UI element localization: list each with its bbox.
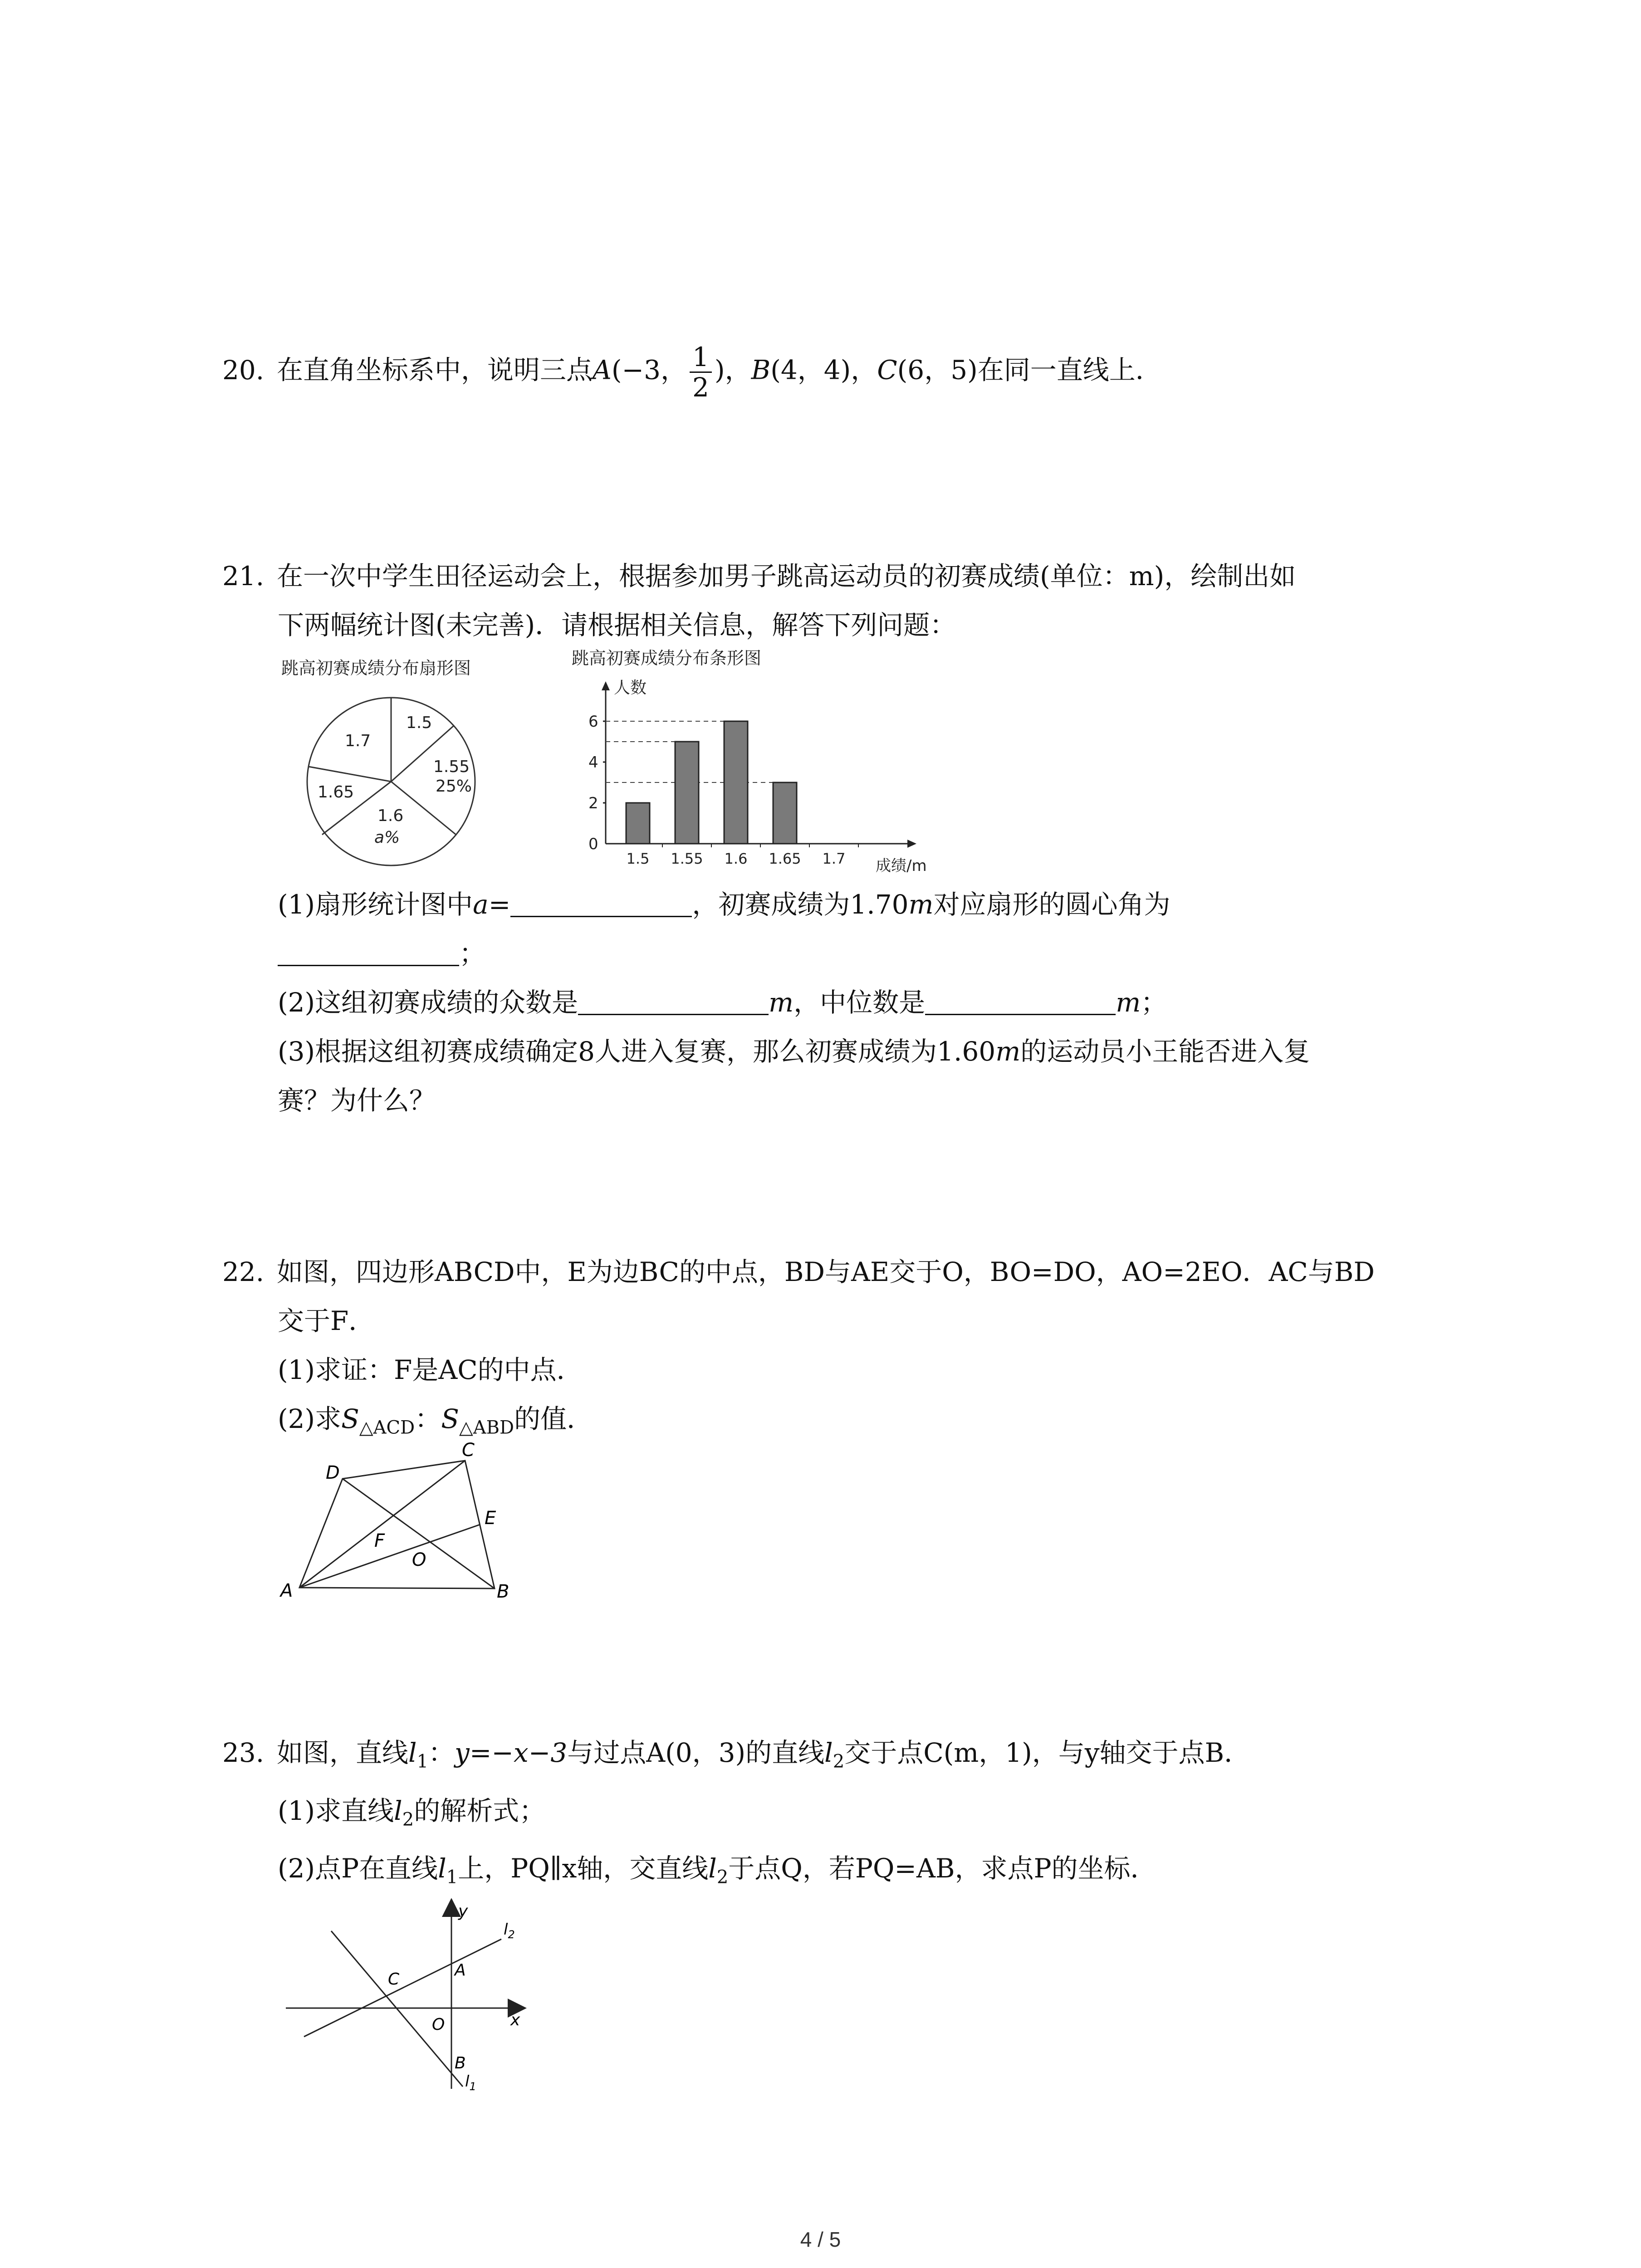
label-c: C	[388, 1970, 400, 1989]
q23-text2: 与过点A(0，3)的直线	[567, 1737, 825, 1768]
equals: =	[488, 889, 511, 920]
quadrilateral-figure	[272, 1438, 526, 1601]
label-d: D	[326, 1462, 340, 1483]
line-l2	[304, 1939, 501, 2037]
point-b: B	[751, 354, 771, 386]
x-tick-label: 1.5	[626, 850, 650, 867]
unit-m: m	[908, 889, 934, 920]
label-a: A	[280, 1580, 293, 1601]
q22-part2: (2)求	[278, 1403, 342, 1434]
q21-part2-text: ，中位数是	[794, 987, 926, 1018]
bar-1.55	[675, 742, 699, 844]
punct: ；	[1141, 987, 1167, 1018]
label-f: F	[374, 1530, 385, 1551]
y-tick-label: 6	[588, 713, 598, 731]
l1-letter: l	[465, 2072, 470, 2091]
subscript: 2	[833, 1751, 845, 1772]
q20-text: 在直角坐标系中，说明三点	[277, 354, 593, 386]
pie-chart-title: 跳高初赛成绩分布扇形图	[281, 658, 471, 678]
pie-slice-value: a%	[374, 828, 400, 847]
question-21-parts	[222, 880, 1470, 1125]
answer-blank-median[interactable]	[925, 987, 1116, 1015]
question-number: 21.	[222, 561, 265, 591]
label-origin: O	[432, 2015, 445, 2034]
line-symbol: l	[824, 1737, 833, 1768]
label-e: E	[485, 1508, 496, 1529]
q22-part1: (1)求证：F是AC的中点．	[278, 1354, 583, 1385]
q21-line2: 下两幅统计图(未完善)．请根据相关信息，解答下列问题：	[278, 610, 956, 640]
bar-1.65	[773, 782, 797, 844]
question-number: 22.	[222, 1256, 265, 1287]
q20-end: 在同一直线上．	[977, 354, 1162, 386]
y-axis-label: 人数	[614, 679, 647, 697]
q21-part1: (1)扇形统计图中	[278, 889, 473, 920]
punct: ；	[459, 938, 486, 969]
pie-slice-label: 1.65	[318, 783, 354, 802]
q23-part2: (2)点P在直线	[278, 1853, 438, 1884]
subscript: 2	[402, 1809, 414, 1830]
question-23	[222, 1728, 1470, 1902]
question-22	[222, 1247, 1470, 1452]
question-21	[222, 552, 1470, 650]
y-tick-label: 2	[588, 794, 598, 812]
q22-part2-end: 的值．	[514, 1403, 593, 1434]
line-symbol: l	[438, 1853, 446, 1884]
q21-part3: (3)根据这组初赛成绩确定8人进入复赛，那么初赛成绩为1.60	[278, 1036, 996, 1067]
pie-slice-label: 1.6	[377, 807, 404, 825]
coord-a-start: (−3，	[611, 354, 687, 386]
label-b: B	[497, 1581, 509, 1601]
q23-text: 如图，直线	[277, 1737, 409, 1768]
question-20	[222, 342, 1470, 402]
label-l2	[504, 1921, 515, 1941]
diagonal-bd	[343, 1479, 495, 1589]
q23-part2-end: 于点Q，若PQ=AB，求点P的坐标．	[728, 1853, 1157, 1884]
bar-chart	[563, 644, 962, 880]
fraction-one-half	[690, 342, 712, 402]
page-number: 4 / 5	[800, 2228, 841, 2251]
bar-1.6	[724, 721, 748, 844]
numerator: 1	[690, 342, 712, 373]
label-a: A	[455, 1961, 466, 1980]
coord-b: (4，4)，	[770, 354, 877, 386]
pie-chart	[272, 653, 526, 866]
label-l1	[465, 2072, 476, 2093]
question-number: 23.	[222, 1737, 265, 1768]
coordinate-figure	[272, 1898, 544, 2098]
x-tick-label: 1.65	[769, 850, 801, 867]
answer-blank-a[interactable]	[510, 889, 692, 917]
label-y-axis: y	[458, 1902, 468, 1921]
pie-slice-label: 1.5	[406, 714, 432, 732]
pie-slice-value: 25%	[436, 777, 472, 796]
x-axis-arrow	[907, 840, 916, 848]
area-subscript: △ABD	[459, 1417, 514, 1438]
bar-1.5	[626, 803, 650, 844]
q22-line2: 交于F．	[278, 1305, 375, 1336]
label-o: O	[412, 1549, 426, 1570]
l2-letter: l	[504, 1921, 508, 1939]
q21-line1: 在一次中学生田径运动会上，根据参加男子跳高运动员的初赛成绩(单位：m)，绘制出如	[277, 561, 1296, 591]
bar-chart-title: 跳高初赛成绩分布条形图	[572, 648, 762, 668]
answer-blank-angle[interactable]	[278, 938, 459, 966]
unit-m: m	[769, 987, 794, 1018]
line-symbol: l	[408, 1737, 417, 1768]
q21-part2: (2)这组初赛成绩的众数是	[278, 987, 578, 1018]
q21-part3-text: 的运动员小王能否进入复	[1020, 1036, 1310, 1067]
coord-c: (6，5)	[897, 354, 978, 386]
y-tick-label: 4	[588, 753, 598, 772]
answer-blank-mode[interactable]	[578, 987, 769, 1015]
x-tick-label: 1.6	[724, 850, 748, 867]
point-c: C	[877, 354, 897, 386]
point-a: A	[593, 354, 612, 386]
colon: ：	[428, 1737, 455, 1768]
subscript: 1	[446, 1867, 458, 1888]
q23-part1: (1)求直线	[278, 1795, 394, 1826]
y-axis-arrow	[602, 681, 610, 690]
pie-slice-boundary	[309, 767, 391, 782]
subscript: 2	[716, 1867, 729, 1888]
q21-part3-end: 赛？为什么？	[278, 1085, 436, 1116]
subscript: 1	[416, 1751, 429, 1772]
q23-text3: 交于点C(m，1)，与y轴交于点B．	[844, 1737, 1251, 1768]
segment-ae	[299, 1525, 480, 1588]
q23-part2-text: 上，PQ∥x轴，交直线	[458, 1853, 709, 1884]
l2-subscript: 2	[508, 1928, 515, 1941]
colon: ：	[415, 1403, 441, 1434]
q21-part1-text2: 对应扇形的圆心角为	[933, 889, 1171, 920]
line-symbol: l	[394, 1795, 402, 1826]
area-symbol: S	[441, 1403, 459, 1434]
question-number: 20.	[222, 354, 265, 386]
coord-a-end: )，	[714, 354, 751, 386]
unit-m: m	[995, 1036, 1021, 1067]
y-tick-label: 0	[588, 835, 598, 853]
q23-part1-end: 的解析式；	[414, 1795, 546, 1826]
q21-part1-text: ，初赛成绩为1.70	[692, 889, 909, 920]
x-axis-label: 成绩/m	[876, 857, 927, 875]
x-tick-label: 1.55	[671, 850, 703, 867]
variable-a: a	[473, 889, 489, 920]
label-b: B	[455, 2054, 466, 2072]
area-subscript: △ACD	[359, 1417, 415, 1438]
denominator: 2	[692, 372, 709, 403]
x-tick-label: 1.7	[822, 850, 846, 867]
label-x-axis: x	[510, 2011, 520, 2029]
line-equation: y=−x−3	[455, 1737, 568, 1768]
pie-slice-label: 1.7	[345, 732, 371, 750]
label-c: C	[462, 1440, 475, 1461]
l1-subscript: 1	[469, 2080, 476, 2093]
pie-slice-label: 1.55	[433, 758, 470, 776]
q22-line1: 如图，四边形ABCD中，E为边BC的中点，BD与AE交于O，BO=DO，AO=2EO．AC与BD	[277, 1256, 1375, 1287]
area-symbol: S	[341, 1403, 359, 1434]
unit-m: m	[1116, 987, 1141, 1018]
line-symbol: l	[708, 1853, 717, 1884]
